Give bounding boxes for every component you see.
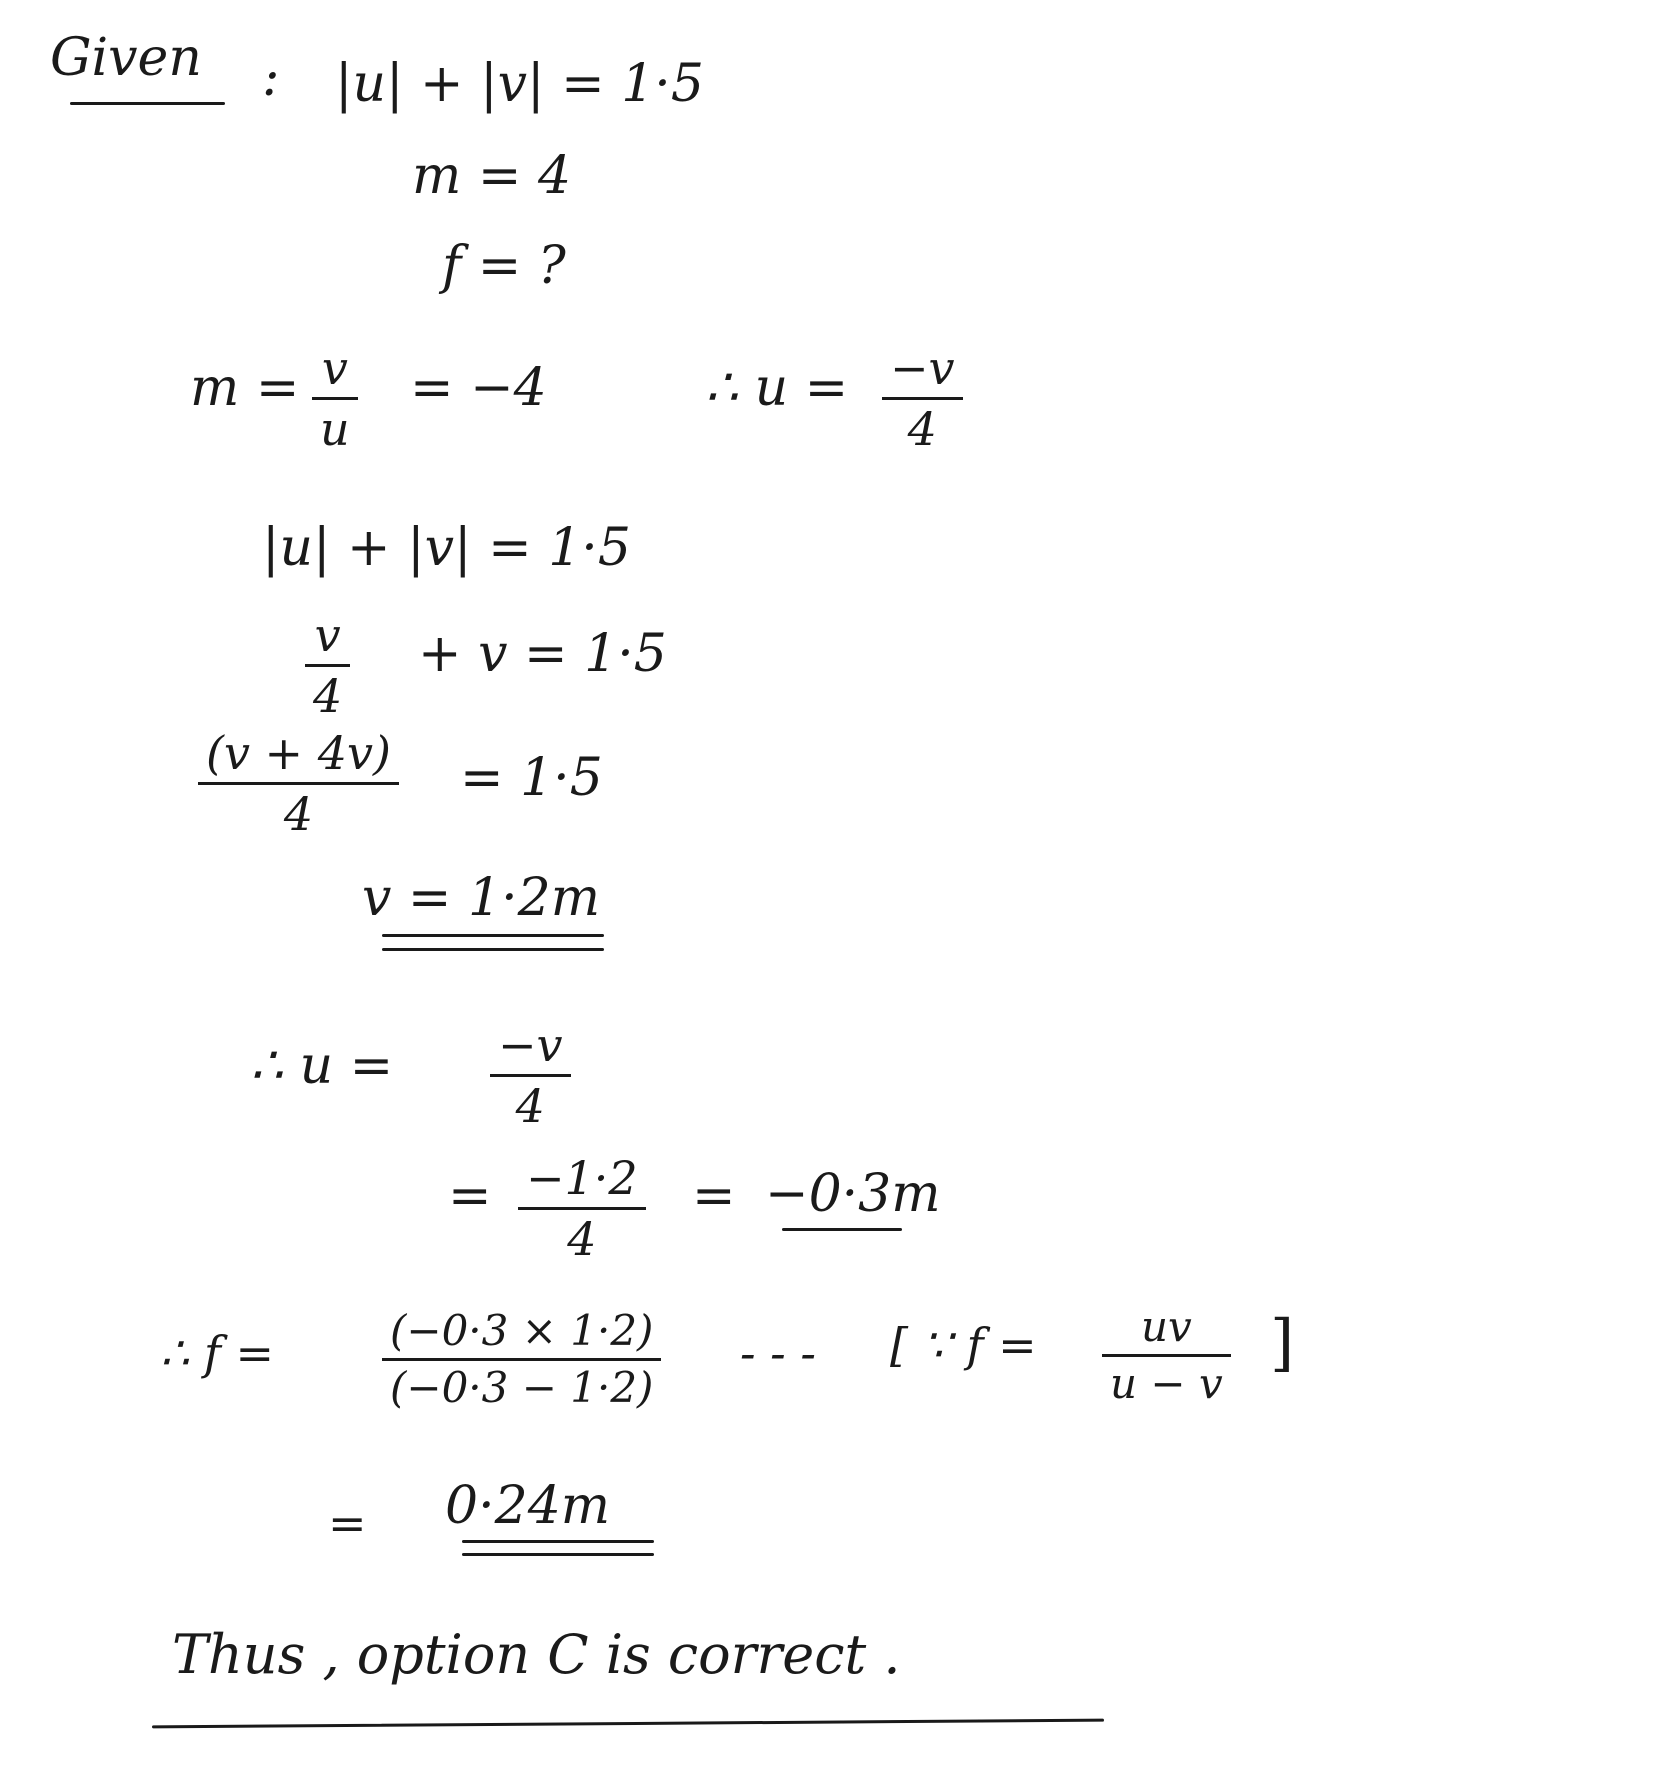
object-distance-fraction-2 <box>490 1018 571 1133</box>
magnification-fraction <box>312 341 358 456</box>
fraction-denominator: u − v <box>1110 1359 1223 1408</box>
object-distance-result: −0·3m <box>765 1164 941 1224</box>
fraction-numerator: (v + 4v) <box>206 726 391 780</box>
conclusion-underline <box>152 1719 1104 1729</box>
sum-substituted: + v = 1·5 <box>418 624 667 684</box>
focal-result-underline-2 <box>462 1553 654 1556</box>
fraction-denominator: 4 <box>567 1212 597 1266</box>
fraction-numerator: −v <box>890 341 955 395</box>
sum-equation: |u| + |v| = 1·5 <box>262 518 631 578</box>
focal-length-result: 0·24m <box>445 1476 611 1536</box>
given-underline <box>70 102 225 105</box>
fraction-numerator: uv <box>1140 1302 1192 1351</box>
magnification-value: = −4 <box>410 358 547 418</box>
focal-length-fraction <box>382 1306 661 1412</box>
equals-sign-2: = <box>692 1166 736 1226</box>
magnification-lhs: m = <box>190 358 300 418</box>
fraction-numerator: v <box>314 608 341 662</box>
fraction-denominator: (−0·3 − 1·2) <box>390 1363 654 1412</box>
equals-sign-3: = <box>328 1496 367 1550</box>
object-distance-lhs-2: ∴ u = <box>250 1036 394 1096</box>
formula-bracket-close: ] <box>1270 1306 1295 1379</box>
object-distance-numeric-fraction <box>518 1151 646 1266</box>
focal-length-lhs: ∴ f = <box>160 1326 275 1380</box>
object-distance-underline <box>782 1228 902 1231</box>
conclusion-text: Thus , option C is correct . <box>172 1623 901 1686</box>
result-underline-1 <box>382 934 604 937</box>
fraction-numerator: v <box>321 341 348 395</box>
fraction-numerator: (−0·3 × 1·2) <box>390 1306 654 1355</box>
focal-result-underline-1 <box>462 1540 654 1543</box>
image-distance-result: v = 1·2m <box>362 868 601 928</box>
result-underline-2 <box>382 948 604 951</box>
fraction-denominator: 4 <box>515 1079 545 1133</box>
formula-bracket-open: [ ∵ f = <box>890 1318 1037 1372</box>
given-magnification: m = 4 <box>412 146 572 206</box>
object-distance-lhs: ∴ u = <box>705 358 849 418</box>
fraction-denominator: 4 <box>907 402 937 456</box>
given-label: Given <box>50 28 202 88</box>
combined-rhs: = 1·5 <box>460 748 603 808</box>
quarter-v-fraction <box>305 608 350 723</box>
given-focal-length: f = ? <box>442 236 566 296</box>
given-colon: : <box>262 48 280 108</box>
fraction-denominator: 4 <box>313 669 343 723</box>
fraction-denominator: u <box>320 402 350 456</box>
equals-sign: = <box>448 1166 492 1226</box>
lens-formula-fraction <box>1102 1302 1231 1408</box>
dashes: - - - <box>740 1326 816 1380</box>
fraction-denominator: 4 <box>283 787 314 841</box>
fraction-numerator: −v <box>498 1018 563 1072</box>
given-sum-equation: |u| + |v| = 1·5 <box>335 54 704 114</box>
object-distance-fraction <box>882 341 963 456</box>
combined-fraction <box>198 726 399 841</box>
fraction-numerator: −1·2 <box>526 1151 638 1205</box>
